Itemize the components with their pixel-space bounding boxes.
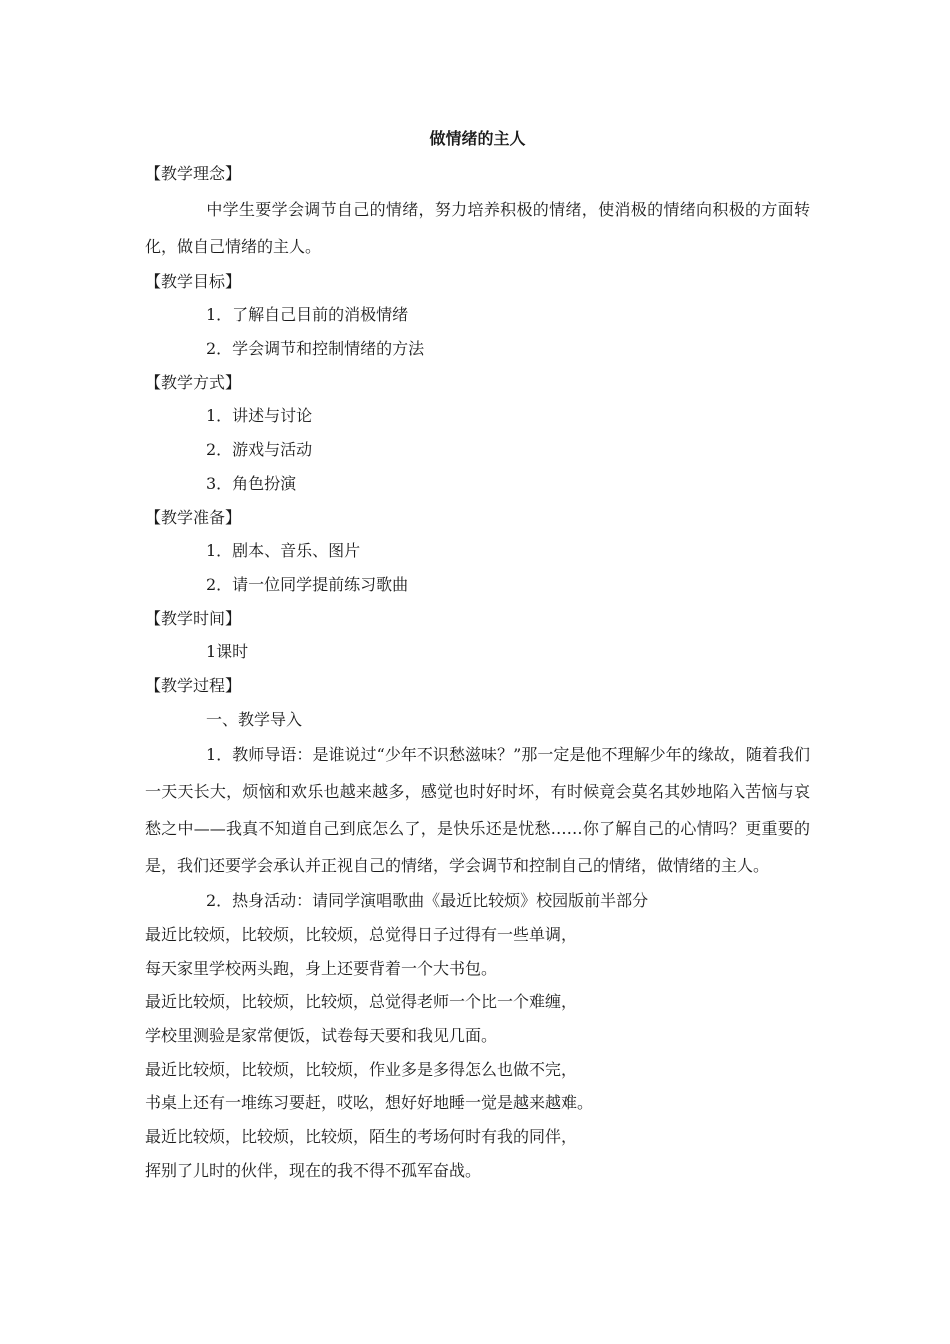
process-step1-paragraph bbox=[145, 736, 810, 884]
section-heading-methods: 【教学方式】 bbox=[145, 372, 242, 392]
time-text: 1课时 bbox=[206, 642, 249, 662]
lyric-line: 学校里测验是家常便饭，试卷每天要和我见几面。 bbox=[145, 1026, 498, 1046]
lyric-line: 最近比较烦，比较烦，比较烦，作业多是多得怎么也做不完， bbox=[145, 1059, 578, 1079]
method-item: 3．角色扮演 bbox=[206, 473, 297, 493]
process-step2: 2．热身活动：请同学演唱歌曲《最近比较烦》校园版前半部分 bbox=[206, 891, 649, 911]
lyric-line: 最近比较烦，比较烦，比较烦，总觉得日子过得有一些单调， bbox=[145, 925, 578, 944]
method-item: 2．游戏与活动 bbox=[206, 440, 313, 460]
concept-paragraph bbox=[145, 191, 810, 265]
section-heading-concept: 【教学理念】 bbox=[145, 164, 242, 183]
lyric-line: 最近比较烦，比较烦，比较烦，陌生的考场何时有我的同伴， bbox=[145, 1127, 578, 1147]
section-heading-process: 【教学过程】 bbox=[145, 675, 242, 695]
goal-item: 1．了解自己目前的消极情绪 bbox=[206, 305, 409, 325]
prep-item: 2．请一位同学提前练习歌曲 bbox=[206, 574, 409, 594]
goal-item: 2．学会调节和控制情绪的方法 bbox=[206, 339, 425, 359]
prep-item: 1．剧本、音乐、图片 bbox=[206, 541, 361, 561]
lyric-line: 每天家里学校两头跑，身上还要背着一个大书包。 bbox=[145, 958, 498, 978]
process-step1-text: 1．教师导语：是谁说过“少年不识愁滋味？”那一定是他不理解少年的缘故，随着我们一天天长大，烦恼和欢乐也越来越多，感觉也时好时坏，有时候竟会莫名其妙地陷入苦恼与哀愁之中——我真不知道自己到底怎么了，是快乐还是忧愁……你了解自己的心情吗？更重要的是，我们还要学会承认并正视自己的情绪，学会调节和控制自己的情绪，做情绪的主人。 bbox=[145, 745, 810, 876]
section-heading-prep: 【教学准备】 bbox=[145, 507, 242, 527]
section-heading-time: 【教学时间】 bbox=[145, 608, 242, 628]
lyric-line: 最近比较烦，比较烦，比较烦，总觉得老师一个比一个难缠， bbox=[145, 992, 578, 1012]
lyric-line: 书桌上还有一堆练习要赶，哎吆，想好好地睡一觉是越来越难。 bbox=[145, 1093, 594, 1113]
document-page bbox=[145, 125, 810, 1188]
process-intro: 一、教学导入 bbox=[206, 709, 303, 729]
section-heading-goals: 【教学目标】 bbox=[145, 271, 242, 291]
document-title: 做情绪的主人 bbox=[429, 129, 526, 148]
concept-text: 中学生要学会调节自己的情绪，努力培养积极的情绪，使消极的情绪向积极的方面转化，做自己情绪的主人。 bbox=[145, 199, 810, 256]
method-item: 1．讲述与讨论 bbox=[206, 406, 313, 426]
lyric-line: 挥别了儿时的伙伴，现在的我不得不孤军奋战。 bbox=[145, 1160, 482, 1180]
